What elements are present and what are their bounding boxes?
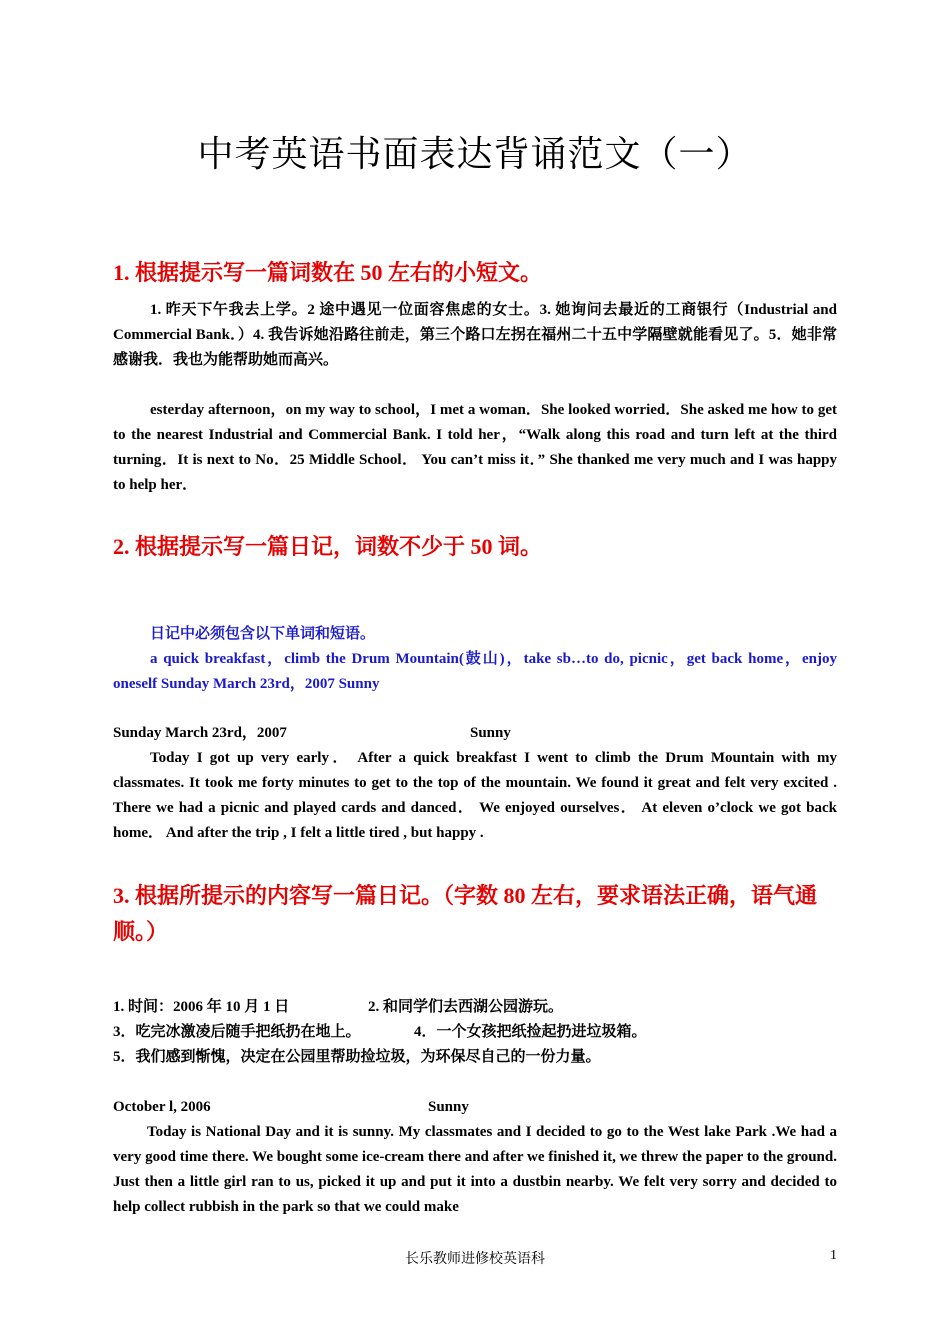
section-2-required-words: a quick breakfast，climb the Drum Mountain(鼓山)，take sb…to do, picnic，get back home，enjoy oneself Sunday March 23rd，2007 Sunny [113,651,837,692]
section-2-date: Sunday March 23rd，2007 [113,725,287,741]
section-1-heading: 1. 根据提示写一篇词数在 50 左右的小短文。 [113,260,543,285]
section-1-prompt: 1. 昨天下午我去上学。2 途中遇见一位面容焦虑的女士。3. 她询问去最近的工商银行（Industrial and Commercial Bank．）4. 我告诉她沿路往前走，第三个路口左拐在福州二十五中学隔壁就能看见了。5．她非常感谢我．我也为能帮助她而高兴。 [113,302,837,368]
section-1-answer: esterday afternoon，on my way to school，I met a woman．She looked worried．She asked me how to get to the nearest Industrial and Commercial Bank. I told her，“Walk along this road and turn left at the third turning．It is next to No．25 Middle School． You can’t miss it．” She thanked me very much and I was happy to help her． [113,402,837,493]
section-3-answer: Today is National Day and it is sunny. My classmates and I decided to go to the West lake Park .We had a very good time there. We bought some ice-cream there and after we finished it, we threw the paper to the ground. Just then a little girl ran to us, picked it up and put it into a dustbin nearby. We felt very sorry and decided to help collect rubbish in the park so that we could make [113,1124,837,1215]
section-3-point-2: 2. 和同学们去西湖公园游玩。 [368,999,564,1015]
section-3-heading: 3. 根据所提示的内容写一篇日记。（字数 80 左右，要求语法正确，语气通顺。） [113,883,818,944]
section-2-requirement: 日记中必须包含以下单词和短语。 [150,626,376,642]
section-3-date: October l, 2006 [113,1099,211,1115]
section-2-weather: Sunny [470,725,511,741]
page-title: 中考英语书面表达背诵范文（一） [197,134,753,174]
section-3-point-5: 5．我们感到惭愧，决定在公园里帮助捡垃圾，为环保尽自己的一份力量。 [113,1049,601,1065]
section-3-point-3: 3．吃完冰激凌后随手把纸扔在地上。 [113,1024,361,1040]
section-3-weather: Sunny [428,1099,469,1115]
section-3-point-4: 4．一个女孩把纸捡起扔进垃圾箱。 [414,1024,647,1040]
section-2-answer: Today I got up very early． After a quick breakfast I went to climb the Drum Mountain with my classmates. It took me forty minutes to get to the top of the mountain. We found it great and felt very excited . There we had a picnic and played cards and danced． We enjoyed ourselves． At eleven o’clock we got back home． And after the trip , I felt a little tired , but happy . [113,750,837,841]
section-3-point-1: 1. 时间：2006 年 10 月 1 日 [113,999,290,1015]
page-number: 1 [830,1248,837,1263]
section-2-heading: 2. 根据提示写一篇日记，词数不少于 50 词。 [113,534,543,559]
page-footer: 长乐教师进修校英语科 [405,1252,545,1267]
